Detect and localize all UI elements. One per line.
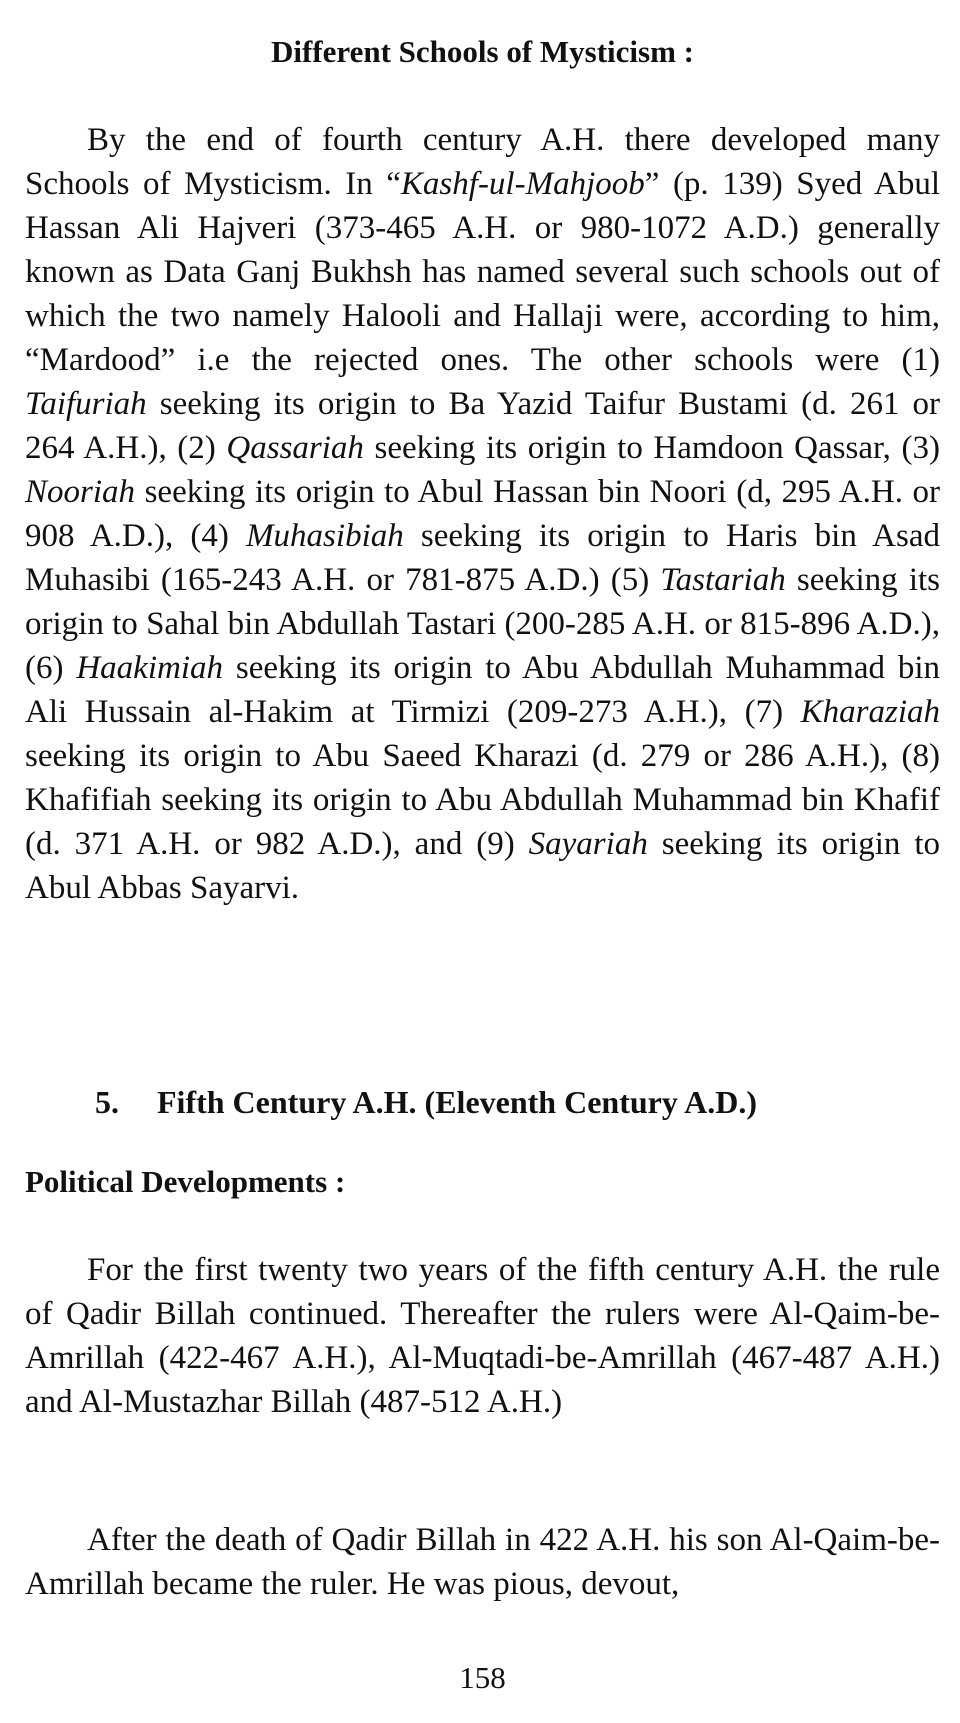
italic-term: Qassariah bbox=[226, 430, 364, 466]
paragraph-political-developments: For the first twenty two years of the fifth century A.H. the rule of Qadir Billah continued. Thereafter the rulers were Al-Qaim-be-Amrillah (422-467 A.H.), Al-Muqtadi-be-Amrillah (467-487 A.H.) and Al-Mustazhar Billah (487-512 A.H.) bbox=[25, 1252, 940, 1420]
italic-term: Kharaziah bbox=[800, 694, 940, 730]
sub-heading: Political Developments : bbox=[25, 1164, 346, 1199]
page-number: 158 bbox=[459, 1660, 506, 1695]
chapter-number: 5. bbox=[95, 1084, 119, 1120]
section-heading: Different Schools of Mysticism : bbox=[270, 34, 694, 69]
italic-term: Muhasibiah bbox=[246, 518, 404, 554]
italic-term: Taifuriah bbox=[25, 386, 147, 422]
book-page bbox=[25, 0, 940, 1723]
italic-term: Nooriah bbox=[25, 474, 136, 510]
text-run: seeking its origin to Sahal bin Abdullah Tastari (200-285 A.H. or 815-896 A.D.), (6) bbox=[25, 562, 941, 686]
italic-term: Tastariah bbox=[660, 562, 786, 598]
italic-term: Sayariah bbox=[528, 826, 648, 862]
text-run: seeking its origin to Abul Hassan bin Noori (d, 295 A.H. or 908 A.D.), (4) bbox=[25, 474, 940, 554]
text-run: ” (p. 139) Syed Abul Hassan Ali Hajveri (373-465 A.H. or 980-1072 A.D.) generally known as Data Ganj Bukhsh has named several such schools out of which the two namely Halooli and Hallaji were, according to him, “Mardood” i.e the rejected ones. The other schools were (1) bbox=[25, 166, 940, 378]
text-run: seeking its origin to Abul Abbas Sayarvi. bbox=[25, 826, 940, 906]
text-run: By the end of fourth century A.H. there developed many Schools of Mysticism. In “ bbox=[25, 122, 940, 202]
paragraph-schools-of-mysticism bbox=[25, 118, 940, 910]
text-run: seeking its origin to Abu Abdullah Muhammad bin Ali Hussain al-Hakim at Tirmizi (209-273 A.H.), (7) bbox=[25, 650, 940, 730]
paragraph-qaim-be-amrillah: After the death of Qadir Billah in 422 A.H. his son Al-Qaim-be-Amrillah became the ruler. He was pious, devout, bbox=[25, 1522, 940, 1602]
italic-term: Kashf-ul-Mahjoob bbox=[400, 166, 645, 202]
chapter-heading bbox=[95, 1082, 757, 1122]
text-run: seeking its origin to Ba Yazid Taifur Bustami (d. 261 or 264 A.H.), (2) bbox=[25, 386, 940, 466]
text-run: seeking its origin to Haris bin Asad Muhasibi (165-243 A.H. or 781-875 A.D.) (5) bbox=[25, 518, 940, 598]
text-run: seeking its origin to Hamdoon Qassar, (3) bbox=[363, 430, 940, 466]
italic-term: Haakimiah bbox=[76, 650, 223, 686]
text-run: seeking its origin to Abu Saeed Kharazi (d. 279 or 286 A.H.), (8) Khafifiah seeking its origin to Abu Abdullah Muhammad bin Khafif (d. 371 A.H. or 982 A.D.), and (9) bbox=[25, 738, 940, 862]
chapter-title: Fifth Century A.H. (Eleventh Century A.D.) bbox=[157, 1084, 757, 1120]
